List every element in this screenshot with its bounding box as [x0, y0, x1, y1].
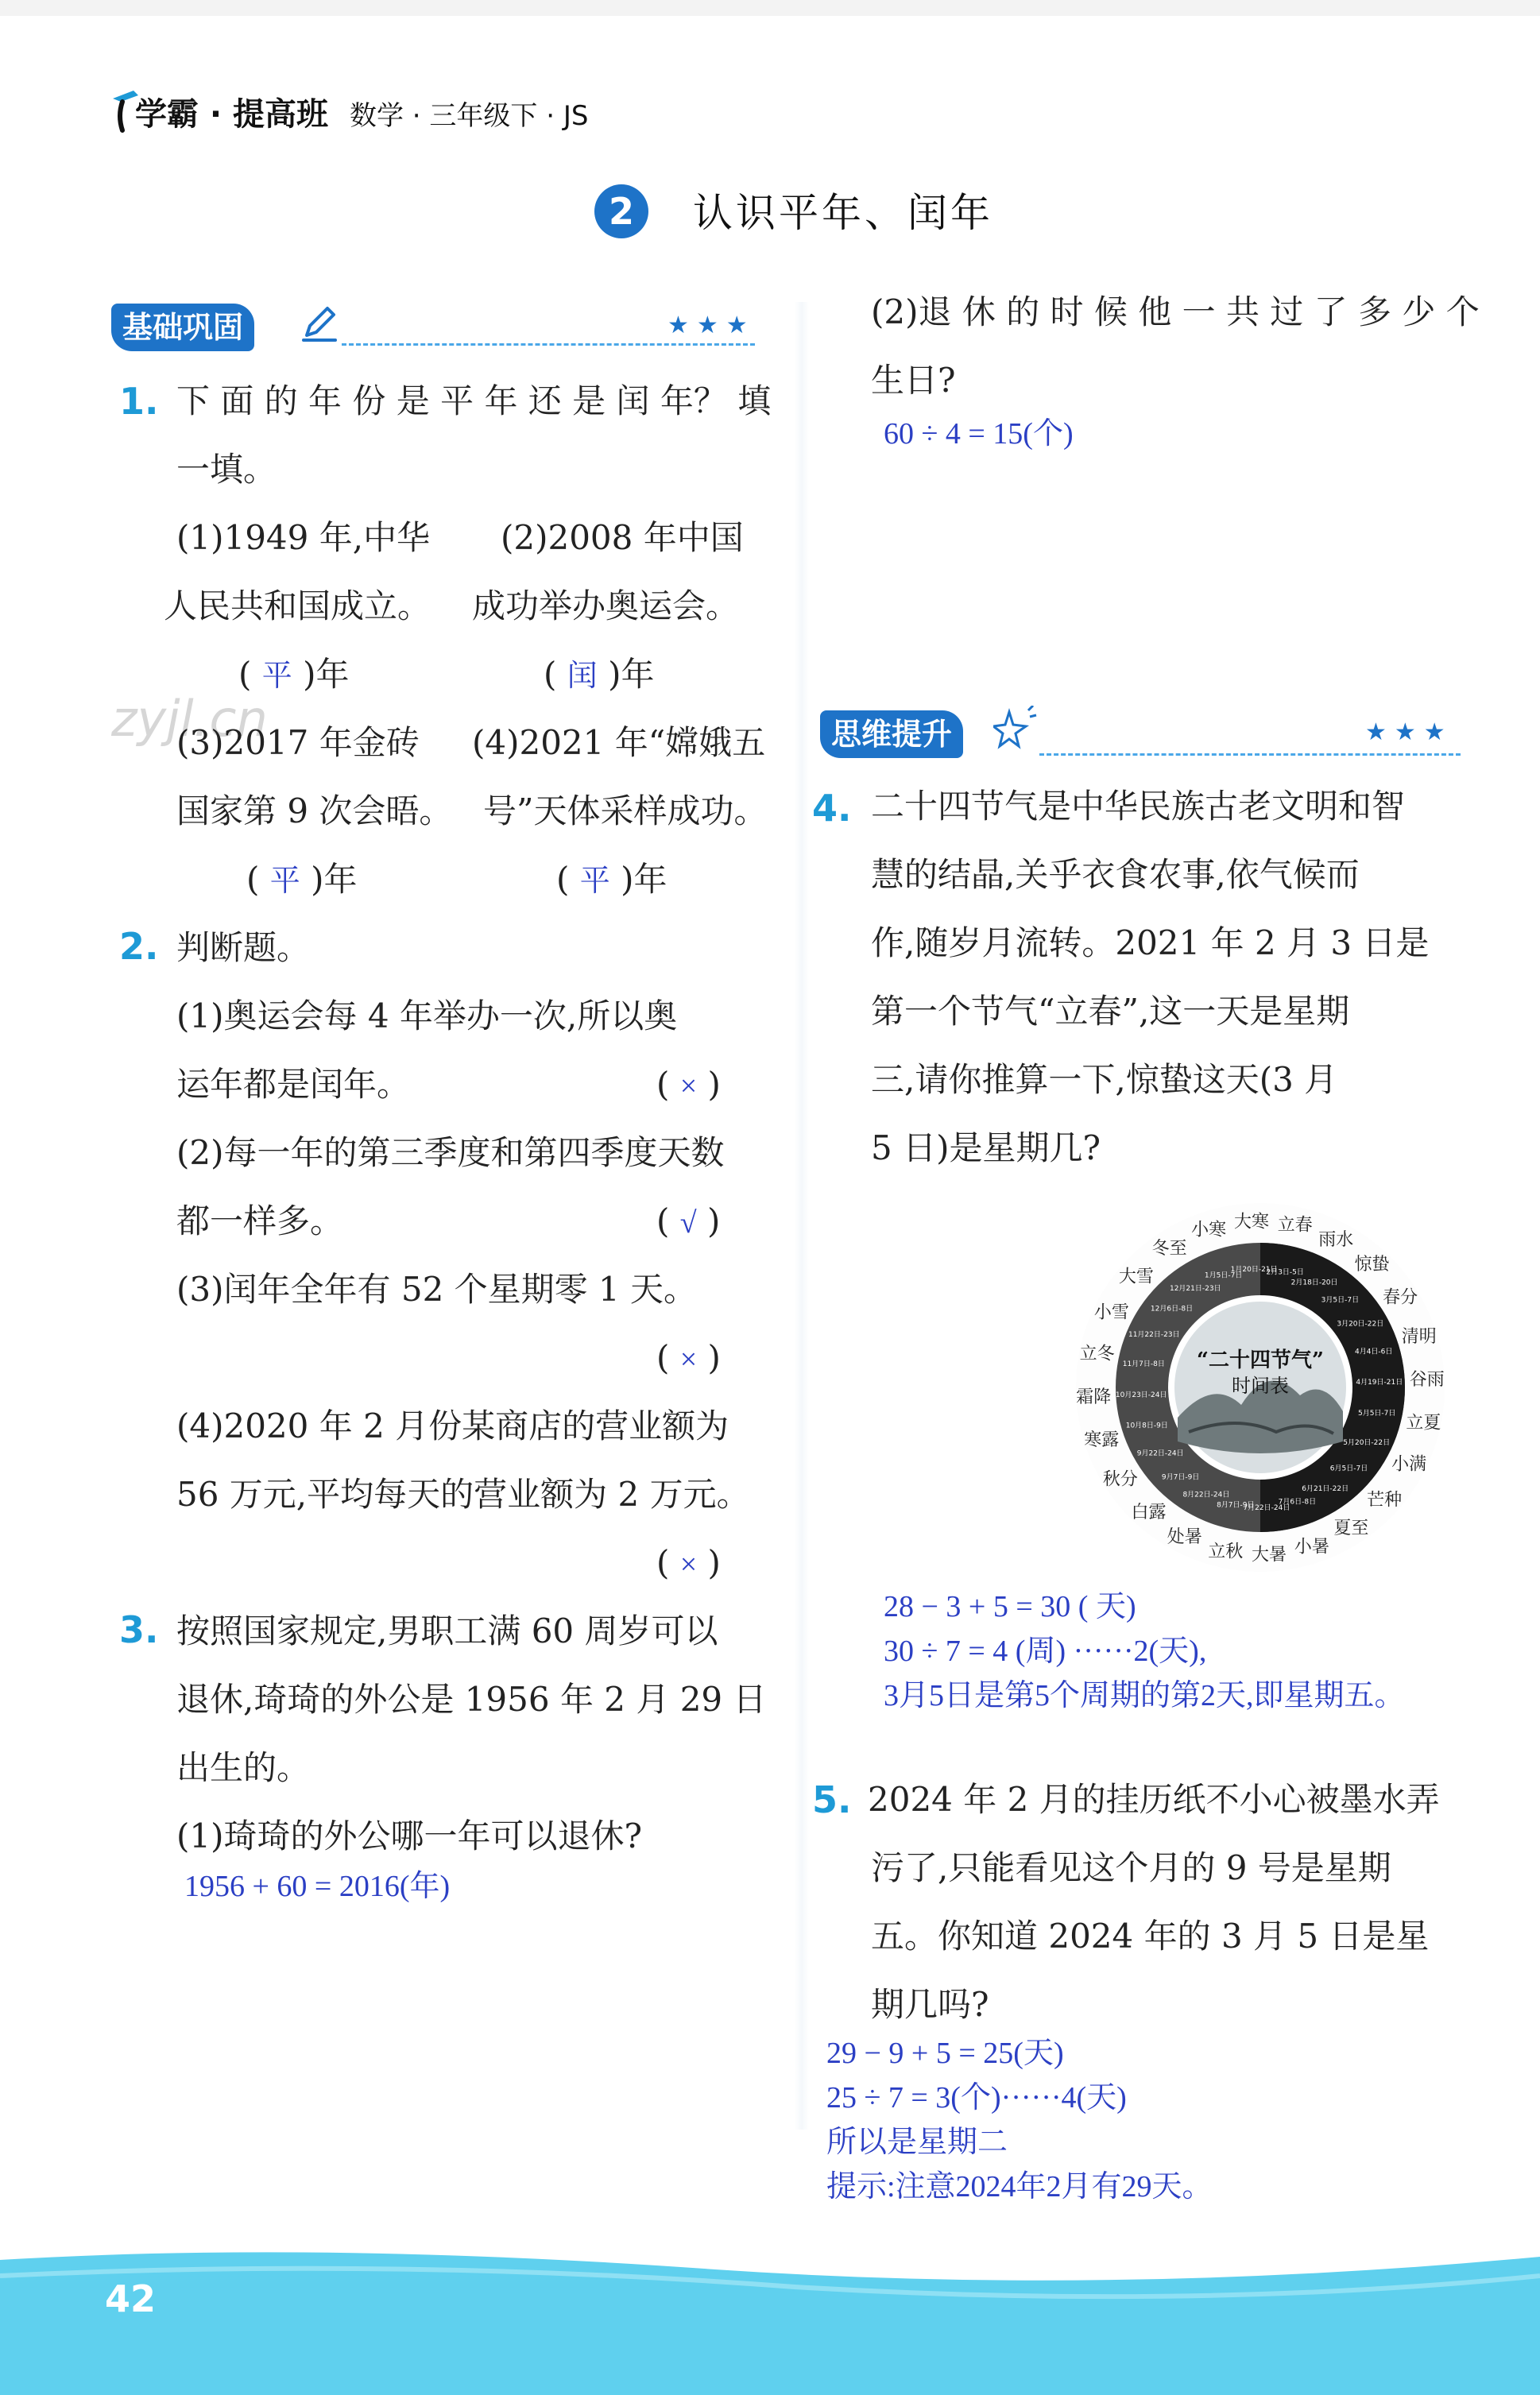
q1-part2-line1: (2)2008 年中国: [501, 518, 744, 557]
q4-stem-line2: 慧的结晶,关乎衣食农事,依气候而: [871, 855, 1360, 894]
solar-term-label: 春分: [1383, 1287, 1418, 1308]
q4-answer-line3: 3月5日是第5个周期的第2天,即星期五。: [884, 1679, 1405, 1712]
q5-stem-line4: 期几吗?: [871, 1985, 989, 2024]
solar-term-label: 立春: [1277, 1215, 1313, 1236]
q5-answer-line1: 29 − 9 + 5 = 25(天): [826, 2037, 1064, 2070]
section-thinking-rule: [1039, 753, 1461, 759]
solar-term-date: 8月22日-24日: [1182, 1491, 1230, 1499]
q5-stem-line1: 2024 年 2 月的挂历纸不小心被墨水弄: [868, 1780, 1440, 1819]
q2-item2-answer: ( √ ): [656, 1201, 721, 1240]
q1-part4-line1: (4)2021 年“嫦娥五: [472, 723, 766, 762]
q3-answer2: 60 ÷ 4 = 15(个): [884, 417, 1074, 451]
q1-part1-line1: (1)1949 年,中华: [176, 518, 431, 557]
q1-part3-answer: ( 平 )年: [246, 860, 358, 899]
solar-term-label: 立秋: [1208, 1542, 1244, 1562]
solar-terms-wheel: [1038, 1179, 1483, 1592]
solar-term-label: 处暑: [1167, 1527, 1202, 1548]
q2-item2-line2: 都一样多。: [176, 1201, 344, 1240]
q5-answer-line2: 25 ÷ 7 = 3(个)······4(天): [826, 2081, 1127, 2114]
q1-part4-line2: 号”天体采样成功。: [483, 791, 768, 830]
q1-part2-line2: 成功举办奥运会。: [472, 586, 740, 625]
q1-part4-answer-suffix: 年: [633, 860, 667, 899]
solar-term-label: 小寒: [1191, 1220, 1227, 1240]
q1-part1-answer: ( 平 )年: [238, 655, 350, 694]
q5-number: 5.: [812, 1778, 852, 1821]
solar-term-label: 小雪: [1093, 1302, 1129, 1323]
solar-term-date: 3月20日-22日: [1337, 1320, 1384, 1329]
solar-term-date: 12月21日-23日: [1169, 1285, 1221, 1294]
book-subtitle: 数学 · 三年级下 · JS: [350, 100, 589, 132]
solar-term-label: 谷雨: [1409, 1370, 1445, 1390]
solar-term-label: 立夏: [1406, 1413, 1441, 1434]
q1-stem-line1: 下 面 的 年 份 是 平 年 还 是 闰 年？ 填: [176, 381, 772, 420]
q1-part3-line1: (3)2017 年金砖: [176, 723, 420, 762]
q2-item1-answer: ( × ): [656, 1065, 721, 1104]
q2-item1-line1: (1)奥运会每 4 年举办一次,所以奥: [176, 996, 678, 1035]
solar-term-date: 6月5日-7日: [1329, 1464, 1368, 1473]
q5-answer-line4: 提示:注意2024年2月有29天。: [826, 2170, 1213, 2203]
q3-stem-line2: 退休,琦琦的外公是 1956 年 2 月 29 日: [176, 1680, 767, 1719]
q2-item4-line2: 56 万元,平均每天的营业额为 2 万元。: [176, 1475, 750, 1514]
q2-item3-answer: ( × ): [656, 1338, 721, 1377]
q1-part2-answer-value: 闰: [567, 660, 598, 693]
q2-item3-line1: (3)闰年全年有 52 个星期零 1 天。: [176, 1270, 698, 1309]
q1-part1-line2: 人民共和国成立。: [164, 586, 431, 625]
q1-stem-line2: 一填。: [176, 450, 277, 489]
wheel-center-subtitle: 时间表: [1232, 1375, 1289, 1397]
q4-stem-line4: 第一个节气“立春”,这一天是星期: [871, 992, 1350, 1031]
solar-term-date: 1月20日-21日: [1230, 1266, 1278, 1275]
solar-term-date: 5月5日-7日: [1357, 1410, 1396, 1418]
q4-stem-line5: 三,请你推算一下,惊蛰这天(3 月: [871, 1060, 1338, 1099]
q1-part2-answer: ( 闰 )年: [544, 655, 655, 694]
solar-term-date: 10月8日-9日: [1125, 1422, 1168, 1430]
q1-part3-answer-suffix: 年: [323, 860, 358, 899]
solar-term-label: 清明: [1401, 1327, 1437, 1348]
solar-term-label: 大雪: [1118, 1267, 1154, 1287]
solar-term-label: 冬至: [1151, 1238, 1187, 1259]
page-number: 42: [105, 2277, 157, 2320]
section-thinking-badge: 思维提升: [820, 710, 963, 758]
solar-term-date: 3月5日-7日: [1321, 1296, 1360, 1305]
q2-number: 2.: [119, 925, 159, 968]
solar-term-date: 2月3日-5日: [1266, 1268, 1304, 1277]
q3-stem-line3: 出生的。: [176, 1748, 311, 1787]
solar-term-date: 10月23日-24日: [1115, 1391, 1167, 1399]
q1-part3-line2: 国家第 9 次会晤。: [176, 791, 453, 830]
solar-term-date: 5月20日-22日: [1343, 1439, 1391, 1448]
q2-item1-line2: 运年都是闰年。: [176, 1065, 411, 1104]
q4-answer-line1: 28 − 3 + 5 = 30 ( 天): [884, 1590, 1136, 1623]
q1-part1-answer-suffix: 年: [315, 655, 350, 694]
q1-part4-answer: ( 平 )年: [556, 860, 667, 899]
q3-number: 3.: [119, 1608, 159, 1651]
solar-term-date: 11月22日-23日: [1128, 1330, 1180, 1339]
solar-term-date: 7月22日-24日: [1243, 1503, 1290, 1512]
q4-stem-line1: 二十四节气是中华民族古老文明和智: [871, 787, 1406, 826]
q3-sub1: (1)琦琦的外公哪一年可以退休?: [176, 1817, 643, 1855]
q1-part3-answer-value: 平: [269, 865, 300, 898]
q1-number: 1.: [119, 380, 159, 423]
section-basic-badge: 基础巩固: [111, 304, 254, 351]
lesson-number-badge: 2: [594, 184, 648, 238]
section-thinking-stars: ★★★: [1365, 718, 1453, 746]
solar-term-label: 霜降: [1076, 1387, 1112, 1407]
q4-number: 4.: [812, 787, 852, 830]
q3-sub2-line2: 生日?: [871, 361, 956, 400]
solar-term-label: 寒露: [1084, 1430, 1120, 1450]
section-basic-stars: ★★★: [667, 311, 756, 339]
solar-term-label: 芒种: [1367, 1490, 1403, 1511]
column-divider: [795, 302, 809, 2130]
q5-stem-line2: 污了,只能看见这个月的 9 号是星期: [871, 1848, 1391, 1887]
section-basic-rule: [342, 343, 755, 349]
q3-stem-line1: 按照国家规定,男职工满 60 周岁可以: [176, 1611, 718, 1650]
q4-stem-line3: 作,随岁月流转。2021 年 2 月 3 日是: [871, 923, 1430, 962]
top-strip: [0, 0, 1540, 16]
q2-item2-line1: (2)每一年的第三季度和第四季度天数: [176, 1133, 725, 1172]
q1-part2-answer-suffix: 年: [621, 655, 655, 694]
q1-part4-answer-value: 平: [579, 865, 610, 898]
solar-term-label: 惊蛰: [1354, 1254, 1390, 1275]
q2-item3-answer-value: ×: [679, 1343, 698, 1376]
solar-term-date: 11月7日-8日: [1122, 1360, 1165, 1368]
q3-sub2-line1: (2)退 休 的 时 候 他 一 共 过 了 多 少 个: [871, 292, 1480, 331]
solar-term-date: 8月7日-9日: [1217, 1501, 1255, 1510]
watermark: zyjl.cn: [111, 690, 268, 748]
solar-term-label: 立冬: [1079, 1344, 1115, 1364]
solar-term-date: 9月7日-9日: [1161, 1473, 1200, 1482]
q2-item1-answer-value: ×: [679, 1070, 698, 1103]
q3-answer1: 1956 + 60 = 2016(年): [184, 1870, 451, 1903]
solar-term-date: 2月18日-20日: [1290, 1279, 1338, 1287]
wheel-center-title: “二十四节气”: [1197, 1348, 1324, 1372]
solar-term-date: 9月22日-24日: [1136, 1449, 1184, 1458]
solar-term-date: 4月4日-6日: [1354, 1348, 1393, 1356]
solar-term-label: 秋分: [1102, 1469, 1138, 1490]
q2-title: 判断题。: [176, 928, 311, 967]
q5-answer-line3: 所以是星期二: [826, 2126, 1008, 2159]
solar-term-date: 6月21日-22日: [1302, 1484, 1349, 1493]
q2-item4-line1: (4)2020 年 2 月份某商店的营业额为: [176, 1406, 729, 1445]
solar-term-label: 夏至: [1333, 1519, 1369, 1539]
solar-term-label: 小暑: [1294, 1537, 1329, 1557]
solar-term-date: 4月19日-21日: [1356, 1379, 1403, 1387]
solar-term-label: 大暑: [1251, 1545, 1287, 1565]
lesson-title: 认识平年、闰年: [693, 190, 993, 236]
solar-term-date: 1月5日-7日: [1204, 1271, 1243, 1280]
q2-item4-answer-value: ×: [679, 1548, 698, 1581]
pencil-icon: [300, 304, 339, 343]
q5-stem-line3: 五。你知道 2024 年的 3 月 5 日是星: [871, 1917, 1430, 1956]
solar-term-label: 白露: [1131, 1503, 1167, 1523]
sparkle-icon: [993, 706, 1038, 753]
solar-term-label: 小满: [1391, 1454, 1427, 1475]
solar-term-date: 7月6日-8日: [1278, 1498, 1317, 1507]
solar-term-label: 大寒: [1233, 1212, 1270, 1232]
solar-term-label: 雨水: [1318, 1229, 1354, 1250]
brand-name: 学霸 · 提高班: [135, 96, 329, 133]
q1-part1-answer-value: 平: [261, 660, 292, 693]
bottom-wave-decoration: [0, 2241, 1540, 2395]
solar-term-date: 12月6日-8日: [1150, 1305, 1194, 1314]
q4-answer-line2: 30 ÷ 7 = 4 (周) ······2(天),: [884, 1635, 1207, 1668]
q2-item4-answer: ( × ): [656, 1543, 721, 1582]
q4-stem-line6: 5 日)是星期几?: [871, 1128, 1101, 1167]
q2-item2-answer-value: √: [679, 1206, 697, 1240]
